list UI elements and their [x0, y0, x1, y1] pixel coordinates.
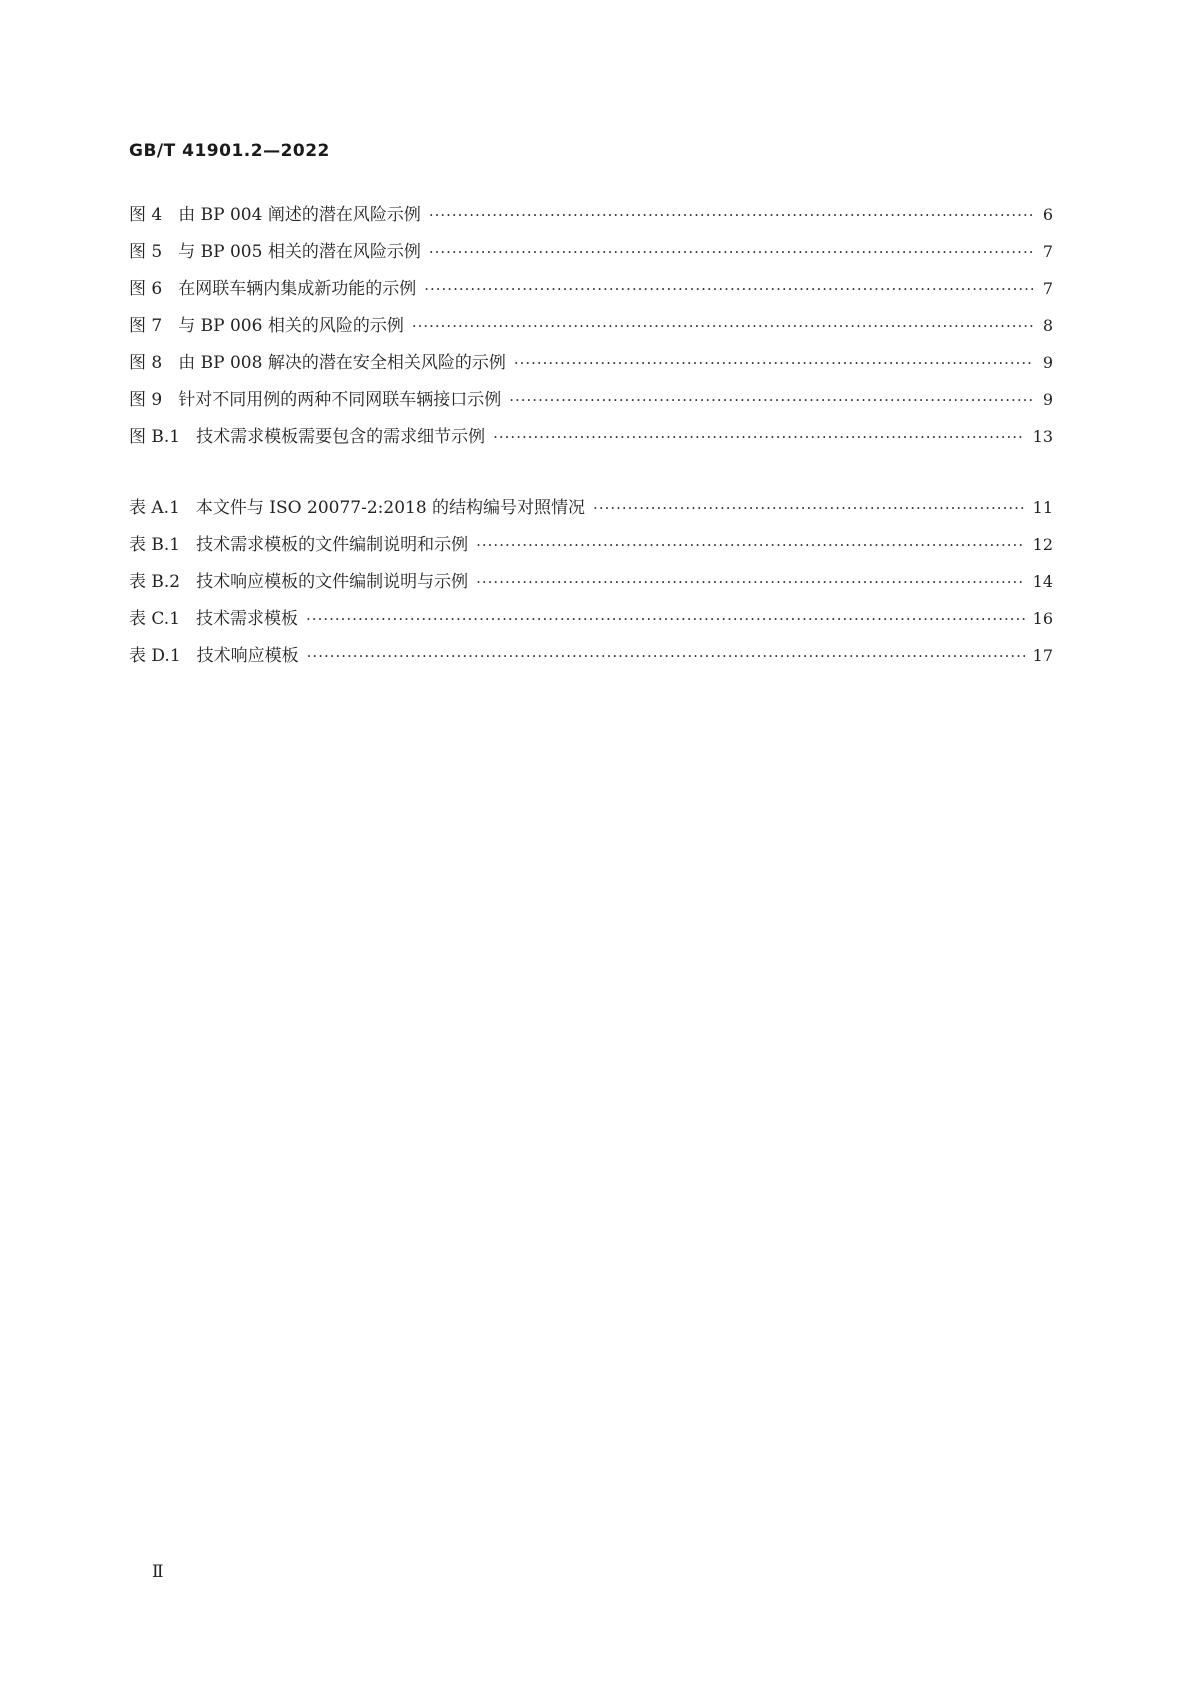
toc-entry-title: 技术需求模板需要包含的需求细节示例 — [196, 427, 486, 447]
toc-entry-page: 9 — [1042, 353, 1053, 372]
toc-entry-table-a1[interactable] — [129, 489, 1053, 526]
toc-entry-label: 图 B.1 — [129, 427, 181, 447]
toc-leader-dots — [429, 234, 1033, 271]
toc-entry-page: 7 — [1042, 242, 1053, 261]
toc-leader-dots — [412, 308, 1033, 345]
toc-entry-title: 本文件与 ISO 20077-2:2018 的结构编号对照情况 — [195, 498, 586, 518]
toc-entry-label: 图 5 — [129, 242, 163, 262]
toc-entry-page: 11 — [1032, 498, 1053, 517]
toc-entry-title: 技术响应模板的文件编制说明与示例 — [196, 572, 469, 592]
toc-entry-label: 图 9 — [129, 390, 163, 410]
figure-list — [129, 196, 1053, 455]
toc-leader-dots — [306, 601, 1025, 638]
toc-entry-figure-4[interactable] — [129, 196, 1053, 233]
toc-leader-dots — [429, 197, 1033, 234]
toc-entry-page: 7 — [1042, 279, 1053, 298]
toc-entry-title: 由 BP 008 解决的潜在安全相关风险的示例 — [178, 353, 506, 373]
toc-entry-label: 表 D.1 — [129, 646, 181, 666]
toc-entry-label: 图 7 — [129, 316, 163, 336]
toc-entry-label: 图 6 — [129, 279, 163, 299]
standard-code: GB/T 41901.2—2022 — [129, 141, 330, 161]
toc-entry-table-b2[interactable] — [129, 563, 1053, 600]
toc-leader-dots — [593, 490, 1025, 527]
toc-entry-figure-b1[interactable] — [129, 418, 1053, 455]
toc-leader-dots — [493, 419, 1025, 456]
toc-leader-dots — [514, 345, 1033, 382]
toc-entry-page: 8 — [1042, 316, 1053, 335]
toc-leader-dots — [424, 271, 1033, 308]
toc-entry-title: 针对不同用例的两种不同网联车辆接口示例 — [178, 390, 502, 410]
toc-leader-dots — [307, 638, 1025, 675]
toc-entry-page: 16 — [1032, 609, 1053, 628]
toc-entry-figure-7[interactable] — [129, 307, 1053, 344]
toc-entry-figure-5[interactable] — [129, 233, 1053, 270]
toc-leader-dots — [509, 382, 1033, 419]
toc-entry-page: 9 — [1042, 390, 1053, 409]
toc-entry-figure-9[interactable] — [129, 381, 1053, 418]
toc-entry-page: 12 — [1032, 535, 1053, 554]
toc-entry-label: 表 A.1 — [129, 498, 180, 518]
toc-entry-page: 13 — [1032, 427, 1053, 446]
toc-entry-title: 在网联车辆内集成新功能的示例 — [178, 279, 417, 299]
toc-entry-label: 图 4 — [129, 205, 163, 225]
toc-entry-label: 表 B.2 — [129, 572, 181, 592]
toc-entry-title: 与 BP 006 相关的风险的示例 — [178, 316, 404, 336]
toc-entry-title: 技术需求模板 — [196, 609, 299, 629]
toc-entry-figure-8[interactable] — [129, 344, 1053, 381]
toc-entry-label: 图 8 — [129, 353, 163, 373]
toc-entry-page: 17 — [1032, 646, 1053, 665]
toc-entry-page: 6 — [1042, 205, 1053, 224]
toc-entry-title: 技术需求模板的文件编制说明和示例 — [196, 535, 469, 555]
toc-entry-title: 与 BP 005 相关的潜在风险示例 — [178, 242, 421, 262]
toc-entry-page: 14 — [1032, 572, 1053, 591]
toc-entry-label: 表 C.1 — [129, 609, 181, 629]
page-number: Ⅱ — [152, 1562, 164, 1582]
toc-entry-title: 由 BP 004 阐述的潜在风险示例 — [178, 205, 421, 225]
toc-entry-figure-6[interactable] — [129, 270, 1053, 307]
toc-leader-dots — [476, 564, 1025, 601]
toc-entry-table-b1[interactable] — [129, 526, 1053, 563]
toc-entry-table-c1[interactable] — [129, 600, 1053, 637]
table-list — [129, 489, 1053, 674]
toc-leader-dots — [476, 527, 1025, 564]
toc-entry-title: 技术响应模板 — [196, 646, 299, 666]
toc-entry-label: 表 B.1 — [129, 535, 181, 555]
toc-entry-table-d1[interactable] — [129, 637, 1053, 674]
